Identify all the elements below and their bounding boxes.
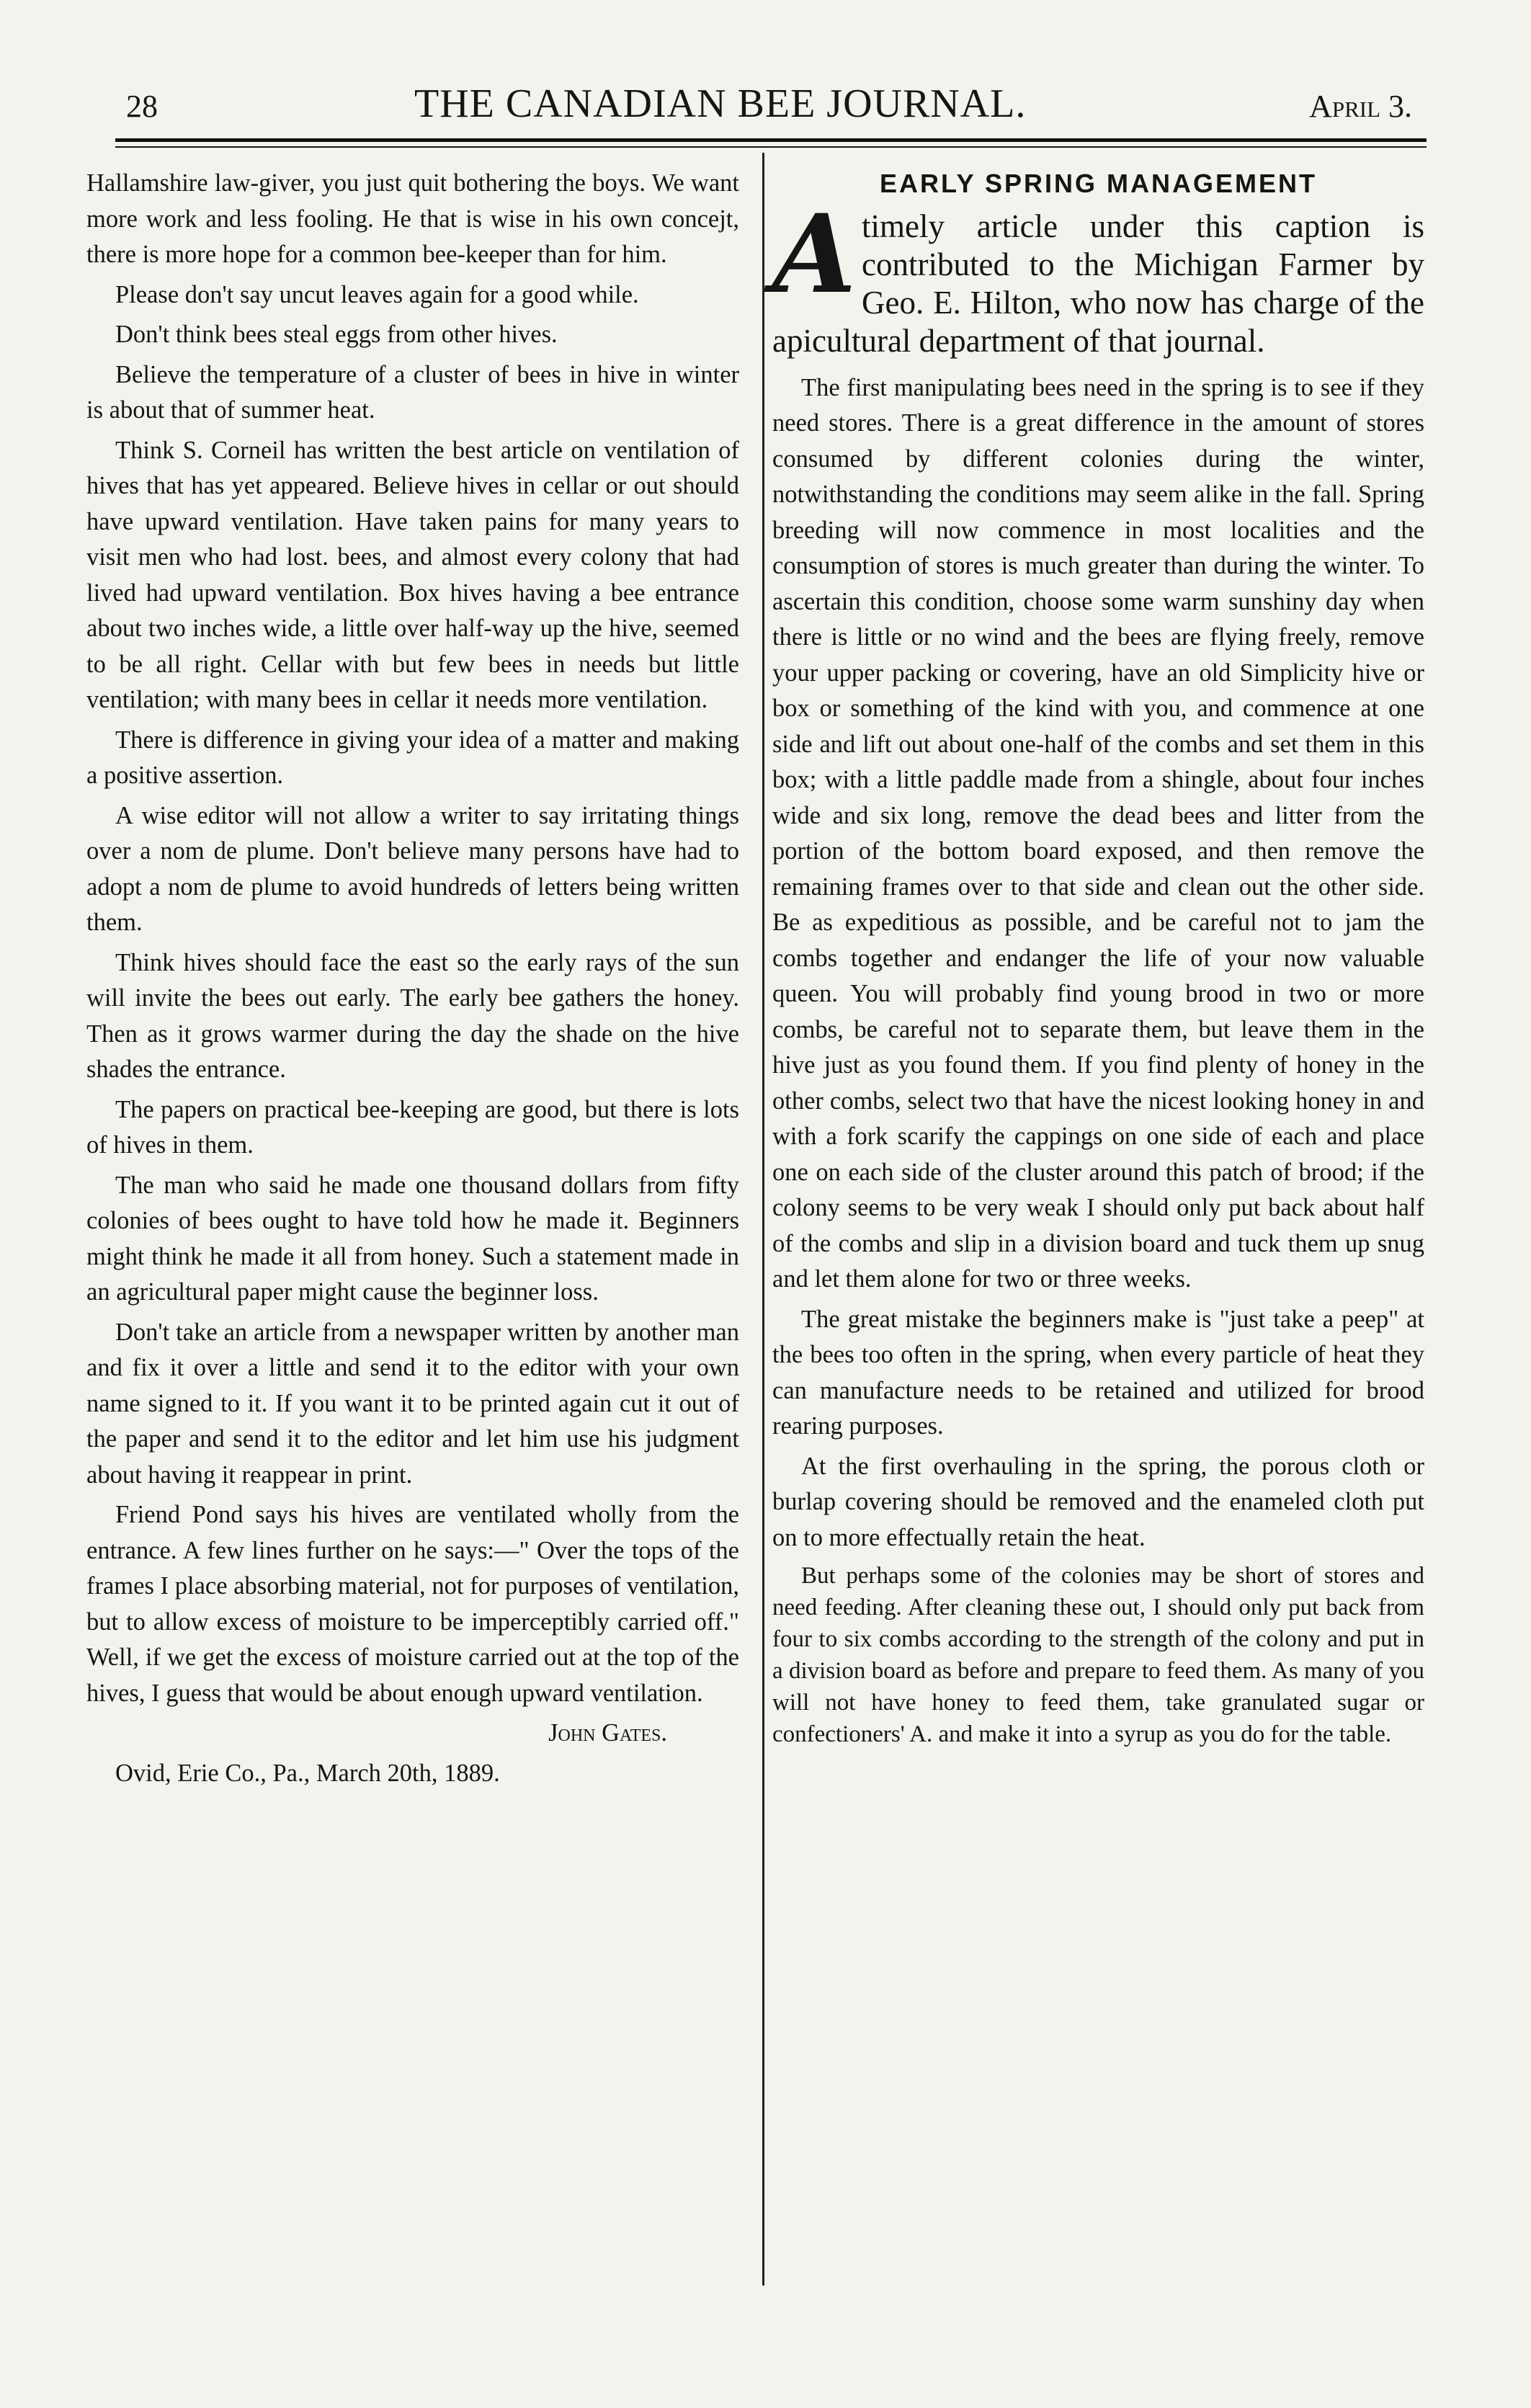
journal-title: THE CANADIAN BEE JOURNAL. xyxy=(414,81,1027,126)
column-divider xyxy=(762,153,764,2286)
page-header xyxy=(126,81,1427,138)
header-rule-thick xyxy=(115,138,1427,142)
left-paragraph: The papers on practical bee-keeping are good, but there is lots of hives in them. xyxy=(86,1095,739,1159)
left-paragraph: Think S. Corneil has written the best article on ventilation of hives that has yet appeared. Believe hives in cellar or out should have upward ventilation. Have taken pains for many years to visit men who had lost. bees, and almost every colony that had lived had upward ventilation. Box hives having a bee entrance about two inches wide, a little over half-way up the hive, seemed to be all right. Cellar with but few bees in needs but little ventilation; with many bees in cellar it needs more ventilation. xyxy=(86,436,739,713)
right-paragraph: At the first overhauling in the spring, the porous cloth or burlap covering should be removed and the enameled cloth put on to more effectually retain the heat. xyxy=(772,1452,1424,1551)
intro-text: timely article under this caption is contributed to the Michigan Farmer by Geo. E. Hilton, who now has charge of the apicultural department of that journal. xyxy=(772,208,1424,359)
left-column xyxy=(86,166,739,1796)
place-date: Ovid, Erie Co., Pa., March 20th, 1889. xyxy=(115,1759,500,1787)
right-paragraph: But perhaps some of the colonies may be short of stores and need feeding. After cleaning these out, I should only put back from four to six combs according to the strength of the colony and put in a division board as before and prepare to feed them. As many of you will not have honey to feed them, take granulated sugar or confectioners' A. and make it into a syrup as you do for the table. xyxy=(772,1563,1424,1747)
issue-date: April 3. xyxy=(1309,89,1412,124)
page-number: 28 xyxy=(126,89,158,124)
section-title: EARLY SPRING MANAGEMENT xyxy=(879,169,1318,198)
right-paragraph: The first manipulating bees need in the spring is to see if they need stores. There is a great difference in the amount of stores consumed by different colonies during the winter, notwithstanding the conditions may seem alike in the fall. Spring breeding will now commence in most localities and the consumption of stores is much greater than during the winter. To ascertain this condition, choose some warm sunshiny day when there is little or no wind and the bees are flying freely, remove your upper packing or covering, have an old Simplicity hive or box or something of the kind with you, and commence at one side and lift out about one-half of the combs and set them in this box; with a little paddle made from a shingle, about four inches wide and six long, remove the dead bees and litter from the portion of the bottom board exposed, and then remove the remaining frames over to that side and clean out the other side. Be as expeditious as possible, and be careful not to jam the combs together and endanger the life of your now valuable queen. You will probably find young brood in two or more combs, be careful not to separate them, but leave them in the hive just as you found them. If you find plenty of honey in the other combs, select two that have the nicest looking honey in and with a fork scarify the cappings on one side of each and place one on each side of the cluster around this patch of brood; if the colony seems to be very weak I should only put back about half of the combs and slip in a division board and tuck them up snug and let them alone for two or three weeks. xyxy=(772,373,1424,1293)
left-paragraph: There is difference in giving your idea of a matter and making a positive assertion. xyxy=(86,726,739,789)
header-rule-thin xyxy=(115,146,1427,148)
left-paragraph: Think hives should face the east so the early rays of the sun will invite the bees out early. The early bee gathers the honey. Then as it grows warmer during the day the shade on the hive shades the entrance. xyxy=(86,948,739,1083)
right-column xyxy=(772,166,1424,1754)
left-paragraph: Please don't say uncut leaves again for a good while. xyxy=(115,280,639,308)
left-paragraph: Friend Pond says his hives are ventilated wholly from the entrance. A few lines further on he says:—" Over the tops of the frames I place absorbing material, not for purposes of ventilation, but to allow excess of moisture to be imperceptibly carried off." Well, if we get the excess of moisture carried out at the top of the hives, I guess that would be about enough upward ventilation. xyxy=(86,1501,739,1707)
left-paragraph: Don't think bees steal eggs from other hives. xyxy=(115,321,558,348)
right-paragraph: The great mistake the beginners make is "just take a peep" at the bees too often in the spring, when every particle of heat they can manufacture needs to be retained and utilized for brood rearing purposes. xyxy=(772,1305,1424,1440)
left-paragraph: The man who said he made one thousand dollars from fifty colonies of bees ought to have told how he made it. Beginners might think he made it all from honey. Such a statement made in an agricultural paper might cause the beginner loss. xyxy=(86,1171,739,1306)
left-paragraph: A wise editor will not allow a writer to say irritating things over a nom de plume. Don't believe many persons have had to adopt a nom de plume to avoid hundreds of letters being written them. xyxy=(86,801,739,936)
author-signature: John Gates. xyxy=(548,1719,667,1747)
left-paragraph: Don't take an article from a newspaper written by another man and fix it over a little and send it to the editor with your own name signed to it. If you want it to be printed again cut it out of the paper and send it to the editor and let him use his judgment about having it reappear in print. xyxy=(86,1318,739,1489)
left-paragraph: Believe the temperature of a cluster of bees in hive in winter is about that of summer heat. xyxy=(86,360,739,424)
article-intro xyxy=(772,190,1424,360)
drop-cap: A xyxy=(772,190,857,318)
left-paragraph: Hallamshire law-giver, you just quit bothering the boys. We want more work and less fooling. He that is wise in his own concejt, there is more hope for a common bee-keeper than for him. xyxy=(86,169,739,268)
